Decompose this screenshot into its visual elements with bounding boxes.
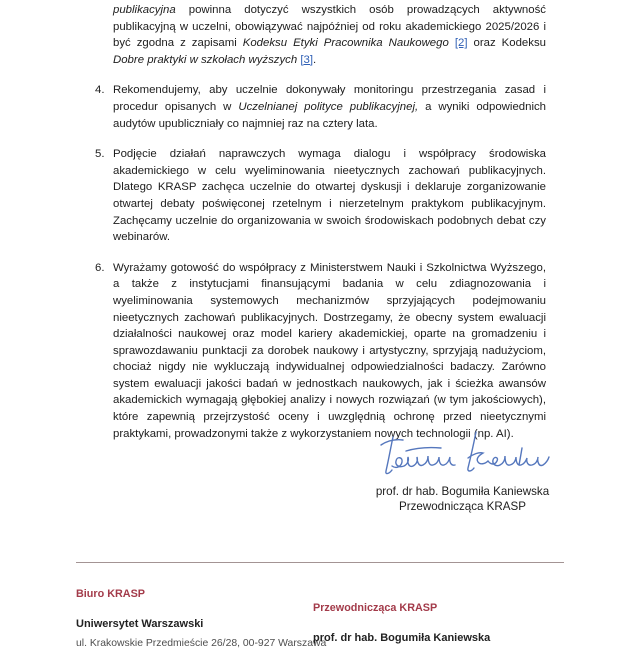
footer-office-org: Uniwersytet Warszawski: [76, 618, 204, 630]
italic-text: publikacyjna: [113, 4, 176, 16]
text-run: Wyrażamy gotowość do współpracy z Ministerstwem Nauki i Szkolnictwa Wyższego, a także z instytucjami finansującymi badania w celu zdiagnozowania i wyeliminowania systemowych mechanizmów sprzyjających podejmowaniu nieetycznych zachowań publikacyjnych. Dostrzegamy, że obecny system ewaluacji działalności naukowej oraz model kariery akademickiej, oparte na gromadzeniu i sprawozdawaniu punktacji za dorobek naukowy i artystyczny, sprzyjają nadużyciom, chociaż nigdy nie wykluczają indywidualnej odpowiedzialności badaczy. Zarówno system ewaluacji jakości badań w jednostkach naukowych, jak i ścieżka awansów akademickich wymagają głębokiej analizy i nowych rozwiązań (w tym jakościowych), które zapewnią przejrzystość oceny i uwzględnią ochronę przed nieetycznymi praktykami, prowadzonymi także z wykorzystaniem nowych technologii (np. AI).: [113, 261, 546, 440]
text-run: a wyniki odpowiednich audytów upubliczniały co najmniej raz na cztery lata.: [113, 100, 547, 130]
document-body: [95, 2, 546, 442]
footer-chair-block: [313, 602, 593, 645]
signature-handwriting-image: [373, 430, 553, 480]
list-item: [95, 146, 546, 246]
numbered-list: [95, 82, 546, 442]
signatory-name: prof. dr hab. Bogumiła Kaniewska: [375, 485, 550, 498]
list-item-text: [113, 260, 546, 443]
list-item-text: [113, 82, 546, 132]
list-item-number: 6.: [95, 261, 105, 274]
footer-chair-heading: Przewodnicząca KRASP: [313, 602, 438, 614]
text-run: oraz Kodeksu: [467, 37, 546, 50]
signatory-title: Przewodnicząca KRASP: [399, 500, 526, 513]
list-item: [95, 82, 546, 132]
signature-block: [335, 430, 590, 514]
list-item: [95, 260, 546, 443]
text-run: .: [313, 53, 317, 66]
text-run: Podjęcie działań naprawczych wymaga dialogu i współpracy środowiska akademickiego w celu wyeliminowania nieetycznych zachowań publikacyjnych. Dlatego KRASP zachęca uczelnie do otwartej dyskusji i deklaruje zorganizowanie otwartej debaty poświęconej rzetelnym i nierzetelnym praktykom publikacyjnym. Zachęcamy uczelnie do organizowania w swoich środowiskach podobnych debat czy webinarów.: [113, 148, 546, 244]
list-item-text: [113, 146, 546, 246]
footer-chair-name: prof. dr hab. Bogumiła Kaniewska: [313, 632, 491, 644]
text-run: Rekomendujemy, aby uczelnie dokonywały monitoringu przestrzegania zasad i procedur opisanych w: [113, 84, 546, 113]
text-run: powinna dotyczyć wszystkich osób prowadzących aktywność publikacyjną w uczelni, obowiązywać najpóźniej od roku akademickiego 2025/2026 i być zgodna z zapisami: [113, 4, 546, 50]
citation-link[interactable]: [3]: [300, 53, 314, 66]
footer-office-heading: Biuro KRASP: [76, 588, 145, 600]
italic-text: Uczelnianej polityce publikacyjnej,: [238, 100, 419, 113]
italic-text: Kodeksu Etyki Pracownika Naukowego: [242, 37, 449, 50]
footer-office-address: ul. Krakowskie Przedmieście 26/28, 00-927 Warszawa: [76, 638, 327, 649]
italic-text: Dobre praktyki w szkołach wyższych: [113, 53, 298, 66]
citation-link[interactable]: [2]: [454, 37, 468, 50]
paragraph-intro: [113, 2, 546, 68]
list-item-number: 4.: [95, 84, 105, 97]
footer-divider: [76, 562, 564, 563]
list-item-number: 5.: [95, 148, 105, 161]
